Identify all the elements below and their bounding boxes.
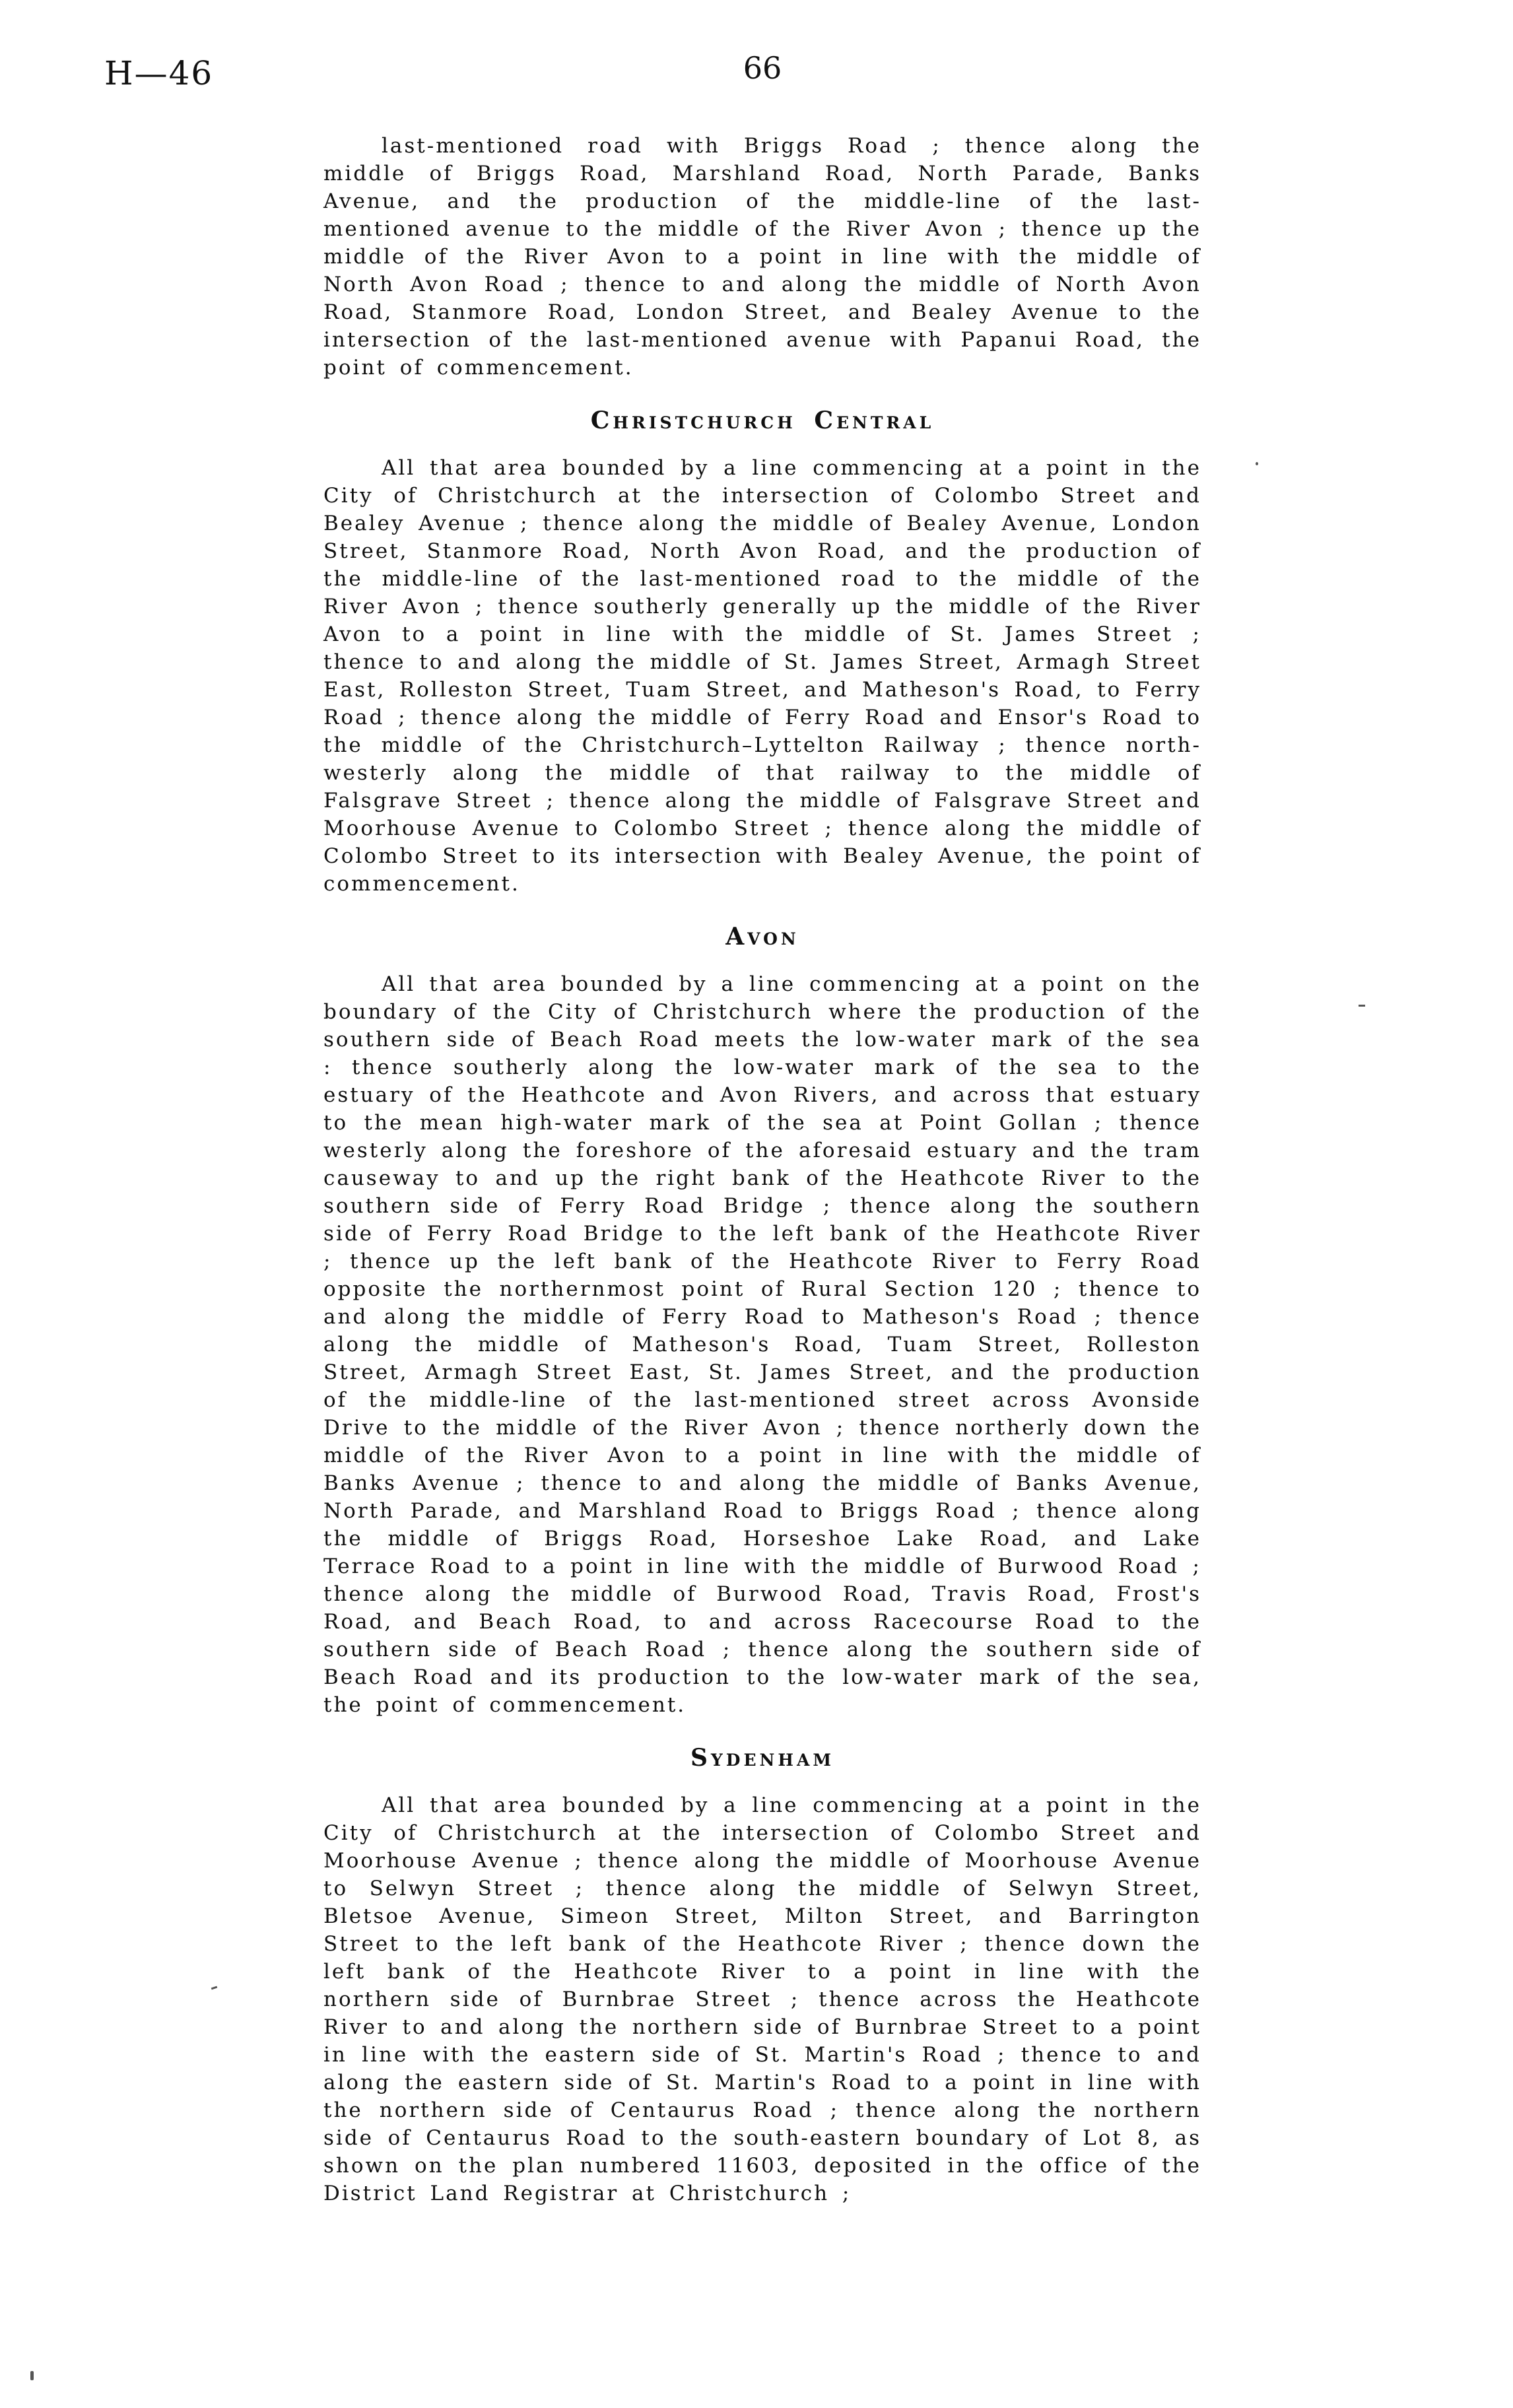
section-body-sydenham: All that area bounded by a line commencing at a point in the City of Christchurch at the intersection of Colombo Street and Moorhouse Avenue ; thence along the middle of Moorhouse Avenue to Selwyn Street ; thence along the middle of Selwyn Street, Bletsoe Avenue, Simeon Street, Milton Street, and Barrington Street to the left bank of the Heathcote River ; thence down the left bank of the Heathcote River to a point in line with the northern side of Burnbrae Street ; thence across the Heathcote River to and along the northern side of Burnbrae Street to a point in line with the eastern side of St. Martin's Road ; thence to and along the eastern side of St. Martin's Road to a point in line with the northern side of Centaurus Road ; thence along the northern side of Centaurus Road to the south-eastern boundary of Lot 8, as shown on the plan numbered 11603, deposited in the office of the District Land Registrar at Christchurch ; (323, 1793, 1201, 2205)
scan-artifact-dash-right (1359, 1005, 1365, 1007)
scan-artifact-dot (1256, 462, 1258, 465)
continuation-paragraph: last-mentioned road with Briggs Road ; thence along the middle of Briggs Road, Marshland Road, North Parade, Banks Avenue, and the production of the middle-line of the last-mentioned avenue to the middle of the River Avon ; thence up the middle of the River Avon to a point in line with the middle of North Avon Road ; thence to and along the middle of North Avon Road, Stanmore Road, London Street, and Bealey Avenue to the intersection of the last-mentioned avenue with Papanui Road, the point of commencement. (323, 134, 1201, 380)
scan-artifact-bottom-left (30, 2371, 34, 2380)
section-heading-sydenham: Sydenham (690, 1744, 835, 1772)
section-heading-avon: Avon (725, 923, 799, 951)
scan-artifact-mark-left (211, 1986, 217, 1990)
section-body-avon: All that area bounded by a line commencing at a point on the boundary of the City of Christchurch where the production of the southern side of Beach Road meets the low-water mark of the sea : thence southerly along the low-water mark of the sea to the estuary of the Heathcote and Avon Rivers, and across that estuary to the mean high-water mark of the sea at Point Gollan ; thence westerly along the foreshore of the aforesaid estuary and the tram causeway to and up the right bank of the Heathcote River to the southern side of Ferry Road Bridge ; thence along the southern side of Ferry Road Bridge to the left bank of the Heathcote River ; thence up the left bank of the Heathcote River to Ferry Road opposite the northernmost point of Rural Section 120 ; thence to and along the middle of Ferry Road to Matheson's Road ; thence along the middle of Matheson's Road, Tuam Street, Rolleston Street, Armagh Street East, St. James Street, and the production of the middle-line of the last-mentioned street across Avonside Drive to the middle of the River Avon ; thence northerly down the middle of the River Avon to a point in line with the middle of Banks Avenue ; thence to and along the middle of Banks Avenue, North Parade, and Marshland Road to Briggs Road ; thence along the middle of Briggs Road, Horseshoe Lake Road, and Lake Terrace Road to a point in line with the middle of Burwood Road ; thence along the middle of Burwood Road, Travis Road, Frost's Road, and Beach Road, to and across Racecourse Road to the southern side of Beach Road ; thence along the southern side of Beach Road and its production to the low-water mark of the sea, the point of commencement. (323, 972, 1201, 1717)
section-heading-christchurch-central: Christchurch Central (590, 407, 935, 434)
page-number: 66 (743, 50, 782, 86)
text-column (323, 132, 1201, 2224)
section-body-christchurch-central: All that area bounded by a line commencing at a point in the City of Christchurch at the intersection of Colombo Street and Bealey Avenue ; thence along the middle of Bealey Avenue, London Street, Stanmore Road, North Avon Road, and the production of the middle-line of the last-mentioned road to the middle of the River Avon ; thence southerly generally up the middle of the River Avon to a point in line with the middle of St. James Street ; thence to and along the middle of St. James Street, Armagh Street East, Rolleston Street, Tuam Street, and Matheson's Road, to Ferry Road ; thence along the middle of Ferry Road and Ensor's Road to the middle of the Christchurch–Lyttelton Railway ; thence north-westerly along the middle of that railway to the middle of Falsgrave Street ; thence along the middle of Falsgrave Street and Moorhouse Avenue to Colombo Street ; thence along the middle of Colombo Street to its intersection with Bealey Avenue, the point of commencement. (323, 456, 1201, 896)
report-code: H—46 (104, 54, 214, 92)
